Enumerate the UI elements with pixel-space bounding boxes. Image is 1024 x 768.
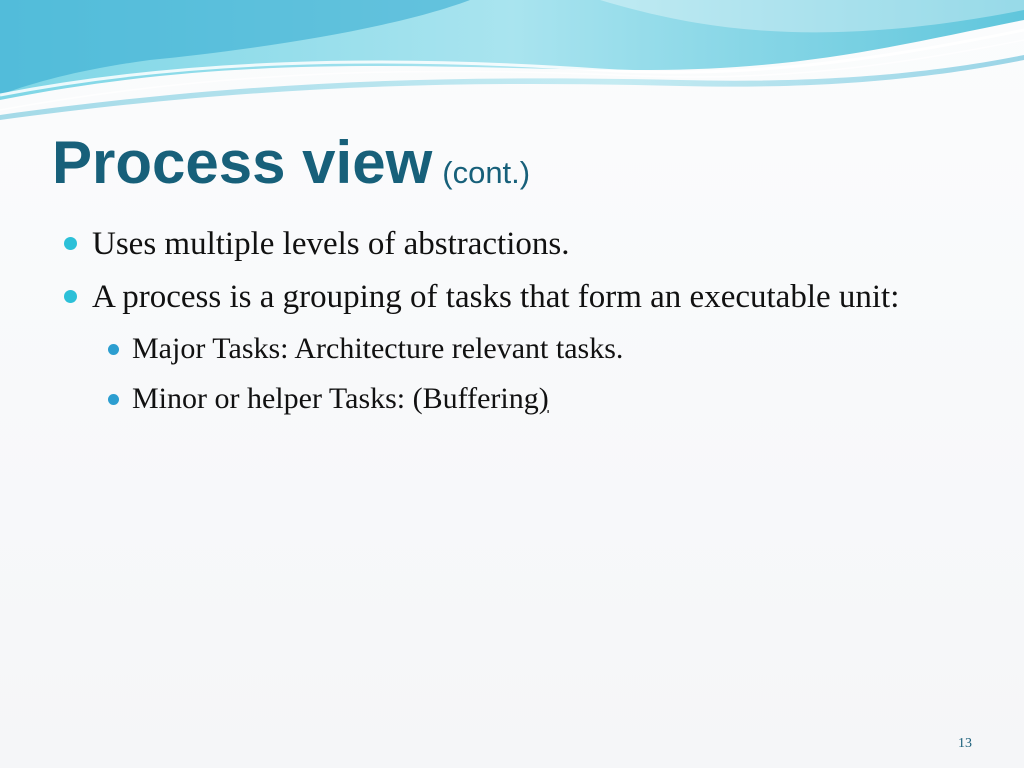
sub-bullet-text-tail: ): [538, 382, 549, 415]
bullet-item: [60, 222, 960, 267]
bullet-text: Uses multiple levels of abstractions.: [92, 226, 570, 262]
wave-header-decoration: [0, 0, 1024, 120]
bullet-list: [60, 222, 960, 428]
title-main: Process view: [52, 129, 433, 196]
title-subtitle: (cont.): [442, 155, 531, 190]
sub-bullet-item: [60, 378, 960, 420]
bullet-dot-icon: [64, 290, 77, 303]
sub-bullet-text: Major Tasks: Architecture relevant tasks.: [132, 332, 624, 365]
bullet-text: A process is a grouping of tasks that form an executable unit:: [92, 279, 900, 315]
bullet-dot-icon: [64, 237, 77, 250]
page-number: 13: [958, 736, 972, 751]
sub-bullet-dot-icon: [108, 344, 119, 355]
sub-bullet-text: Minor or helper Tasks: (Buffering: [132, 382, 539, 415]
bullet-item: [60, 275, 960, 320]
sub-bullet-dot-icon: [108, 394, 119, 405]
sub-bullet-item: [60, 328, 960, 370]
slide-title: [52, 128, 530, 197]
